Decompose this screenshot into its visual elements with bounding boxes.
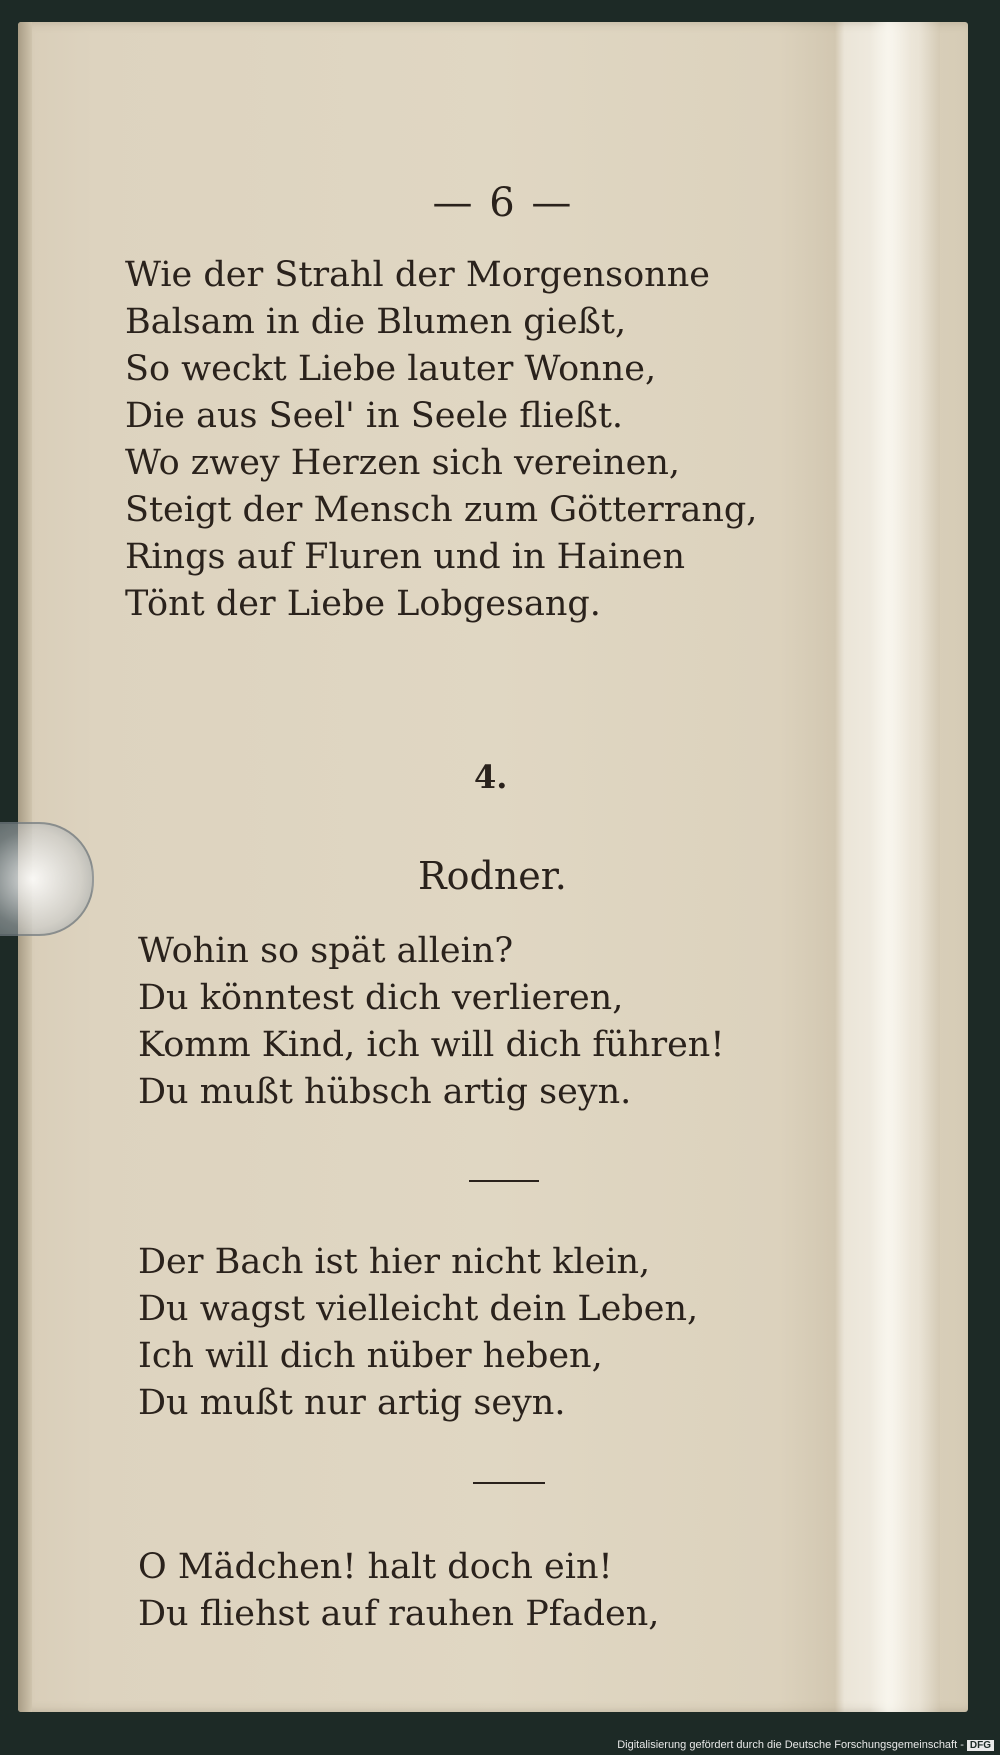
verse-line: Balsam in die Blumen gießt, [125, 302, 627, 342]
verse-line: Du mußt hübsch artig seyn. [138, 1072, 632, 1112]
dfg-logo: DFG [967, 1740, 994, 1751]
page-number: — 6 — [432, 180, 574, 226]
stanza-divider [469, 1180, 539, 1182]
page-gutter [870, 22, 940, 1712]
verse-line: Du mußt nur artig seyn. [138, 1383, 566, 1423]
book-page [18, 22, 968, 1712]
stanza-3 [138, 1239, 698, 1427]
stanza-divider [473, 1482, 545, 1484]
verse-line: Du wagst vielleicht dein Leben, [138, 1289, 699, 1329]
verse-line: Wohin so spät allein? [138, 931, 514, 971]
verse-line: O Mädchen! halt doch ein! [138, 1547, 613, 1587]
verse-line: Du könntest dich verlieren, [138, 978, 624, 1018]
section-number: 4. [474, 758, 508, 796]
verse-line: Der Bach ist hier nicht klein, [138, 1242, 651, 1282]
verse-line: Wie der Strahl der Morgensonne [125, 255, 710, 295]
stanza-4 [138, 1544, 659, 1638]
stanza-1 [125, 252, 757, 628]
verse-line: Ich will dich nüber heben, [138, 1336, 603, 1376]
section-title: Rodner. [418, 854, 567, 898]
verse-line: Du fliehst auf rauhen Pfaden, [138, 1594, 660, 1634]
verse-line: Komm Kind, ich will dich führen! [138, 1025, 725, 1065]
credit-text: Digitalisierung gefördert durch die Deutsche Forschungsgemeinschaft - [617, 1739, 964, 1751]
verse-line: So weckt Liebe lauter Wonne, [125, 349, 657, 389]
verse-line: Steigt der Mensch zum Götterrang, [125, 490, 758, 530]
stanza-2 [138, 928, 724, 1116]
verse-line: Rings auf Fluren und in Hainen [125, 537, 686, 577]
digitization-credit [617, 1739, 994, 1751]
verse-line: Wo zwey Herzen sich vereinen, [125, 443, 681, 483]
verse-line: Tönt der Liebe Lobgesang. [125, 584, 601, 624]
verse-line: Die aus Seel' in Seele fließt. [125, 396, 624, 436]
